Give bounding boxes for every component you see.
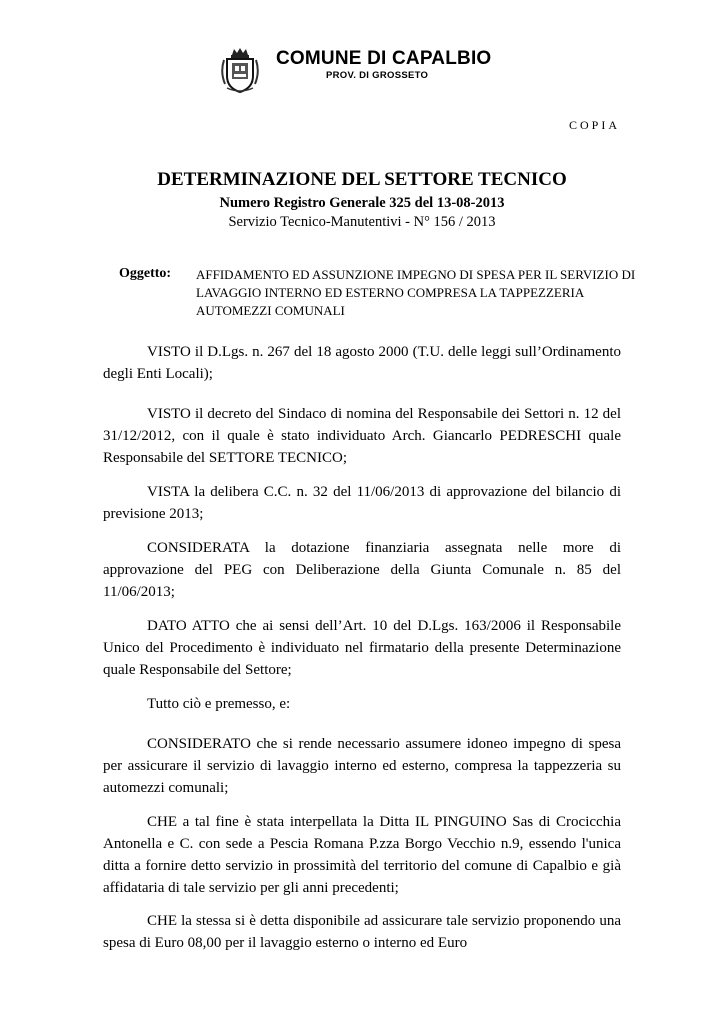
comune-name: COMUNE DI CAPALBIO [276,48,492,69]
paragraph-visto-decreto: VISTO il decreto del Sindaco di nomina del Responsabile dei Settori n. 12 del 31/12/2012, con il quale è stato individuato Arch. Giancarlo PEDRESCHI quale Responsabile del SETTORE TECNICO; [103,406,621,466]
paragraph-che-stessa: CHE la stessa si è detta disponibile ad assicurare tale servizio proponendo una spesa di Euro 08,00 per il lavaggio esterno o interno ed Euro [103,913,621,951]
paragraph-visto-dlgs: VISTO il D.Lgs. n. 267 del 18 agosto 2000 (T.U. delle leggi sull’Ordinamento degli Enti Locali); [103,344,621,382]
copia-label: COPIA [568,118,620,132]
registro-number: Numero Registro Generale 325 del 13-08-2013 [219,195,505,211]
paragraph-premesso: Tutto ciò e premesso, e: [147,696,291,712]
servizio-line: Servizio Tecnico-Manutentivi - N° 156 / 2013 [228,214,496,230]
paragraph-dato-atto: DATO ATTO che ai sensi dell’Art. 10 del D.Lgs. 163/2006 il Responsabile Unico del Procedimento è individuato nel firmatario della presente Determinazione quale Responsabile del Settore; [103,618,621,678]
paragraph-considerato: CONSIDERATO che si rende necessario assumere idoneo impegno di spesa per assicurare il servizio di lavaggio interno ed esterno, compresa la tappezzeria su automezzi comunali; [103,736,621,796]
paragraph-vista-delibera: VISTA la delibera C.C. n. 32 del 11/06/2013 di approvazione del bilancio di previsione 2013; [103,484,621,522]
municipal-crest-icon [219,46,261,94]
paragraph-che-ditta: CHE a tal fine è stata interpellata la Ditta IL PINGUINO Sas di Crocicchia Antonella e C. con sede a Pescia Romana P.zza Borgo Vecchio n.9, essendo l'unica ditta a fornire detto servizio in prossimità del territorio del comune di Capalbio e già affidataria di tale servizio per gli anni precedenti; [103,814,621,896]
document-title: DETERMINAZIONE DEL SETTORE TECNICO [157,169,567,190]
oggetto-label: Oggetto: [119,266,172,281]
province-label: PROV. DI GROSSETO [326,70,429,81]
paragraph-considerata: CONSIDERATA la dotazione finanziaria assegnata nelle more di approvazione del PEG con Deliberazione della Giunta Comunale n. 85 del 11/06/2013; [103,540,621,600]
oggetto-text: AFFIDAMENTO ED ASSUNZIONE IMPEGNO DI SPESA PER IL SERVIZIO DI LAVAGGIO INTERNO ED ESTERNO COMPRESA LA TAPPEZZERIA AUTOMEZZI COMUNALI [196,267,636,318]
